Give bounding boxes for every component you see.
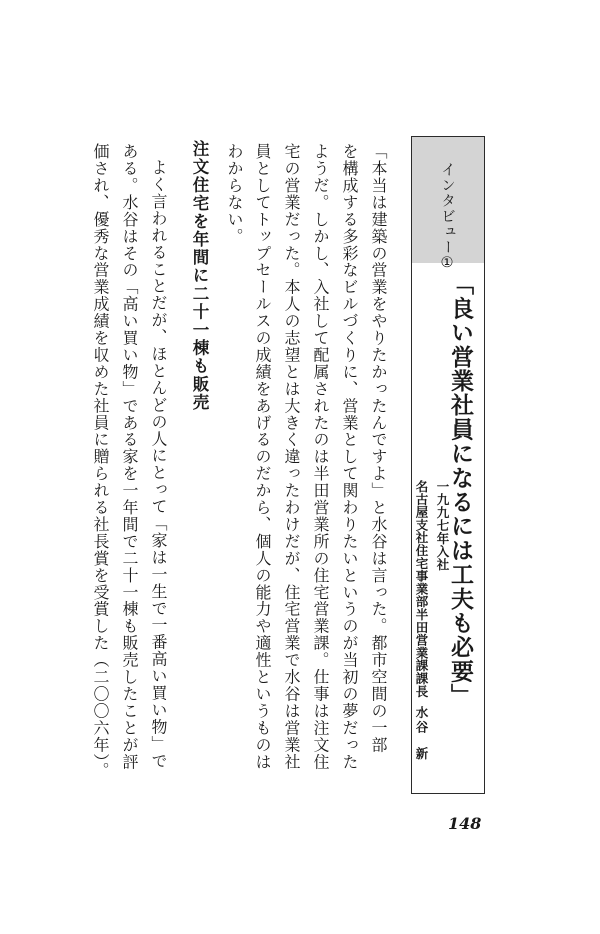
body-line: を構成する多彩なビルづくりに、営業として関わりたいというのが当初の夢だった [340, 143, 359, 771]
person-name [412, 706, 430, 762]
body-line: 員としてトップセールスの成績をあげるのだから、個人の能力や適性というものは [253, 143, 272, 771]
article-title: 「良い営業社員になるには工夫も必要」 [447, 272, 473, 708]
body-line: 価され、優秀な営業成績を収めた社員に贈られる社長賞を受賞した（二〇〇六年）。 [91, 143, 110, 780]
body-line: ある。水谷はその「高い買い物」である家を一年間で二十一棟も販売したことが評 [120, 143, 139, 771]
body-line: 宅の営業だった。本人の志望とは大きく違ったわけだが、住宅営業で水谷は営業社 [282, 143, 301, 771]
section-heading: 注文住宅を年間に二十一棟も販売 [190, 140, 209, 412]
join-year: 一九九七年入社 [435, 480, 450, 571]
page-number: 148 [448, 814, 482, 833]
body-line: 「本当は建築の営業をやりたかったんですよ」と水谷は言った。都市空間の一部 [369, 143, 388, 754]
body-line: わからない。 [225, 143, 244, 245]
family-name: 水谷 [414, 706, 429, 735]
body-line: ようだ。しかし、入社して配属されたのは半田営業所の住宅営業課。仕事は注文住 [311, 143, 330, 771]
job-title: 名古屋支社住宅事業部半田営業課課長 [414, 480, 429, 698]
given-name: 新 [414, 747, 429, 762]
series-label: インタビュー① [439, 162, 455, 272]
body-line: よく言われることだが、ほとんどの人にとって「家は一生で一番高い買い物」で [149, 159, 168, 770]
